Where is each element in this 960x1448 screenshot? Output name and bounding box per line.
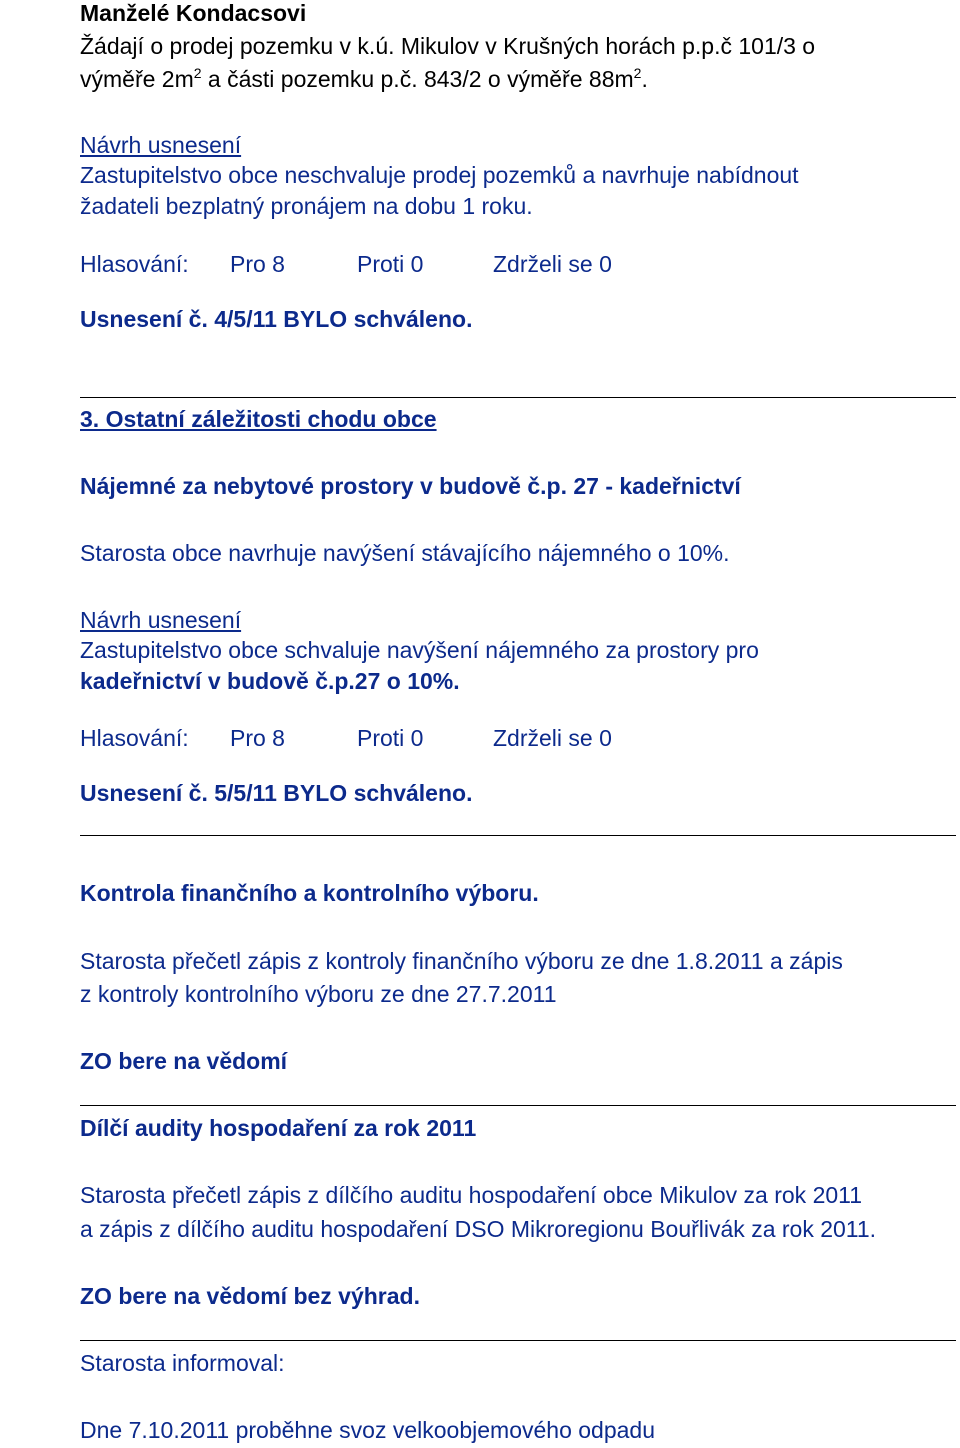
request-line-1: Žádají o prodej pozemku v k.ú. Mikulov v Krušných horách p.p.č 101/3 o (80, 33, 816, 59)
request-line-2: výměře $2m^2$ a části pozemku p.č. 843/2 o výměře $88m^2$. (80, 65, 648, 92)
divider (80, 1105, 956, 1106)
audit-text-line-2: a zápis z dílčího auditu hospodaření DSO Mikroregionu Bouřlivák za rok 2011. (80, 1216, 877, 1242)
proposal-line-2: žadateli bezplatný pronájem na dobu 1 roku. (80, 193, 533, 219)
audit-note: ZO bere na vědomí bez výhrad. (80, 1283, 420, 1309)
proposal-line-1: Zastupitelstvo obce neschvaluje prodej pozemků a navrhuje nabídnout (80, 162, 799, 188)
proposal-label: Návrh usnesení (80, 607, 242, 633)
vote-pro: Pro 8 (230, 251, 285, 277)
divider (80, 397, 956, 398)
vote-result (80, 723, 680, 753)
proposal-line-2: kadeřnictví v budově č.p.27 o 10%. (80, 668, 460, 694)
control-text-line-1: Starosta přečetl zápis z kontroly finančního výboru ze dne 1.8.2011 a zápis (80, 948, 843, 974)
applicant-name: Manželé Kondacsovi (80, 0, 307, 26)
resolution: Usnesení č. 5/5/11 BYLO schváleno. (80, 780, 473, 806)
audit-text-line-1: Starosta přečetl zápis z dílčího auditu hospodaření obce Mikulov za rok 2011 (80, 1182, 863, 1208)
section-subheading: Nájemné za nebytové prostory v budově č.p. 27 - kadeřnictví (80, 473, 741, 499)
vote-proti: Proti 0 (357, 251, 424, 277)
proposal-label: Návrh usnesení (80, 132, 242, 158)
section-text: Starosta obce navrhuje navýšení stávajícího nájemného o 10%. (80, 540, 730, 566)
control-note: ZO bere na vědomí (80, 1048, 288, 1074)
resolution: Usnesení č. 4/5/11 BYLO schváleno. (80, 306, 473, 332)
vote-result (80, 249, 680, 279)
proposal-line-1: Zastupitelstvo obce schvaluje navýšení nájemného za prostory pro (80, 637, 759, 663)
vote-pro: Pro 8 (230, 725, 285, 751)
vote-label: Hlasování: (80, 725, 189, 751)
info-heading: Starosta informoval: (80, 1350, 285, 1376)
divider (80, 1340, 956, 1341)
audit-heading: Dílčí audity hospodaření za rok 2011 (80, 1115, 477, 1141)
vote-zdrzeli: Zdrželi se 0 (493, 725, 612, 751)
info-text: Dne 7.10.2011 proběhne svoz velkoobjemového odpadu (80, 1417, 655, 1443)
vote-zdrzeli: Zdrželi se 0 (493, 251, 612, 277)
section-heading: 3. Ostatní záležitosti chodu obce (80, 406, 437, 432)
control-text-line-2: z kontroly kontrolního výboru ze dne 27.7.2011 (80, 981, 557, 1007)
control-heading: Kontrola finančního a kontrolního výboru. (80, 880, 539, 906)
vote-label: Hlasování: (80, 251, 189, 277)
vote-proti: Proti 0 (357, 725, 424, 751)
divider (80, 835, 956, 836)
